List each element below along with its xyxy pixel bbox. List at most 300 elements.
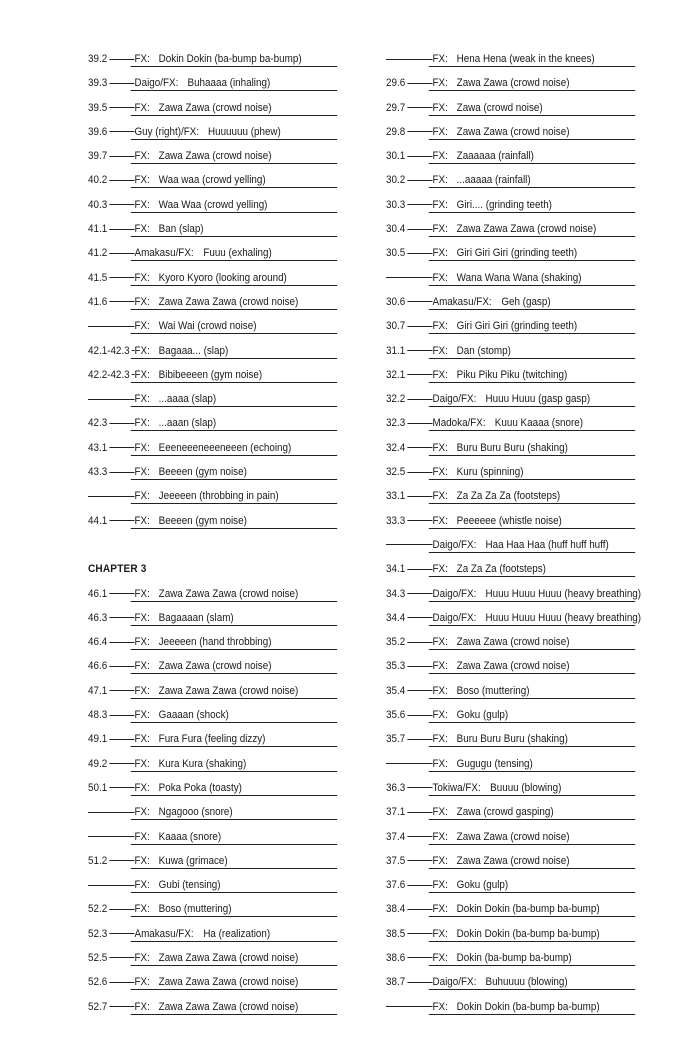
fx-entry bbox=[386, 704, 635, 728]
speaker-label: FX: bbox=[432, 77, 448, 90]
speaker-label: Madoka/FX: bbox=[432, 417, 486, 430]
entry-underline bbox=[131, 455, 337, 456]
speaker-label: FX: bbox=[134, 53, 150, 65]
entry-underline bbox=[429, 916, 635, 917]
entry-underline bbox=[429, 163, 635, 164]
entry-underline bbox=[131, 625, 337, 626]
sound-effect-text: Goku (gulp) bbox=[456, 879, 509, 892]
page-panel-ref: 39.3 bbox=[88, 77, 108, 90]
entry-underline bbox=[429, 989, 635, 990]
section-spacer bbox=[88, 534, 337, 558]
leader-dash bbox=[407, 666, 432, 667]
leader-dash bbox=[109, 204, 134, 205]
speaker-label: FX: bbox=[432, 733, 448, 746]
fx-entry bbox=[88, 145, 337, 169]
fx-entry bbox=[386, 97, 635, 121]
fx-entry bbox=[386, 655, 635, 679]
leader-dash bbox=[407, 739, 432, 740]
page-panel-ref: 32.4 bbox=[386, 441, 406, 454]
fx-entry bbox=[386, 412, 635, 436]
fx-entry bbox=[88, 583, 337, 607]
entry-underline bbox=[429, 187, 635, 188]
entry-underline bbox=[429, 358, 635, 359]
entry-underline bbox=[429, 503, 635, 504]
entry-underline bbox=[429, 139, 635, 140]
speaker-label: Amakasu/FX: bbox=[432, 295, 492, 308]
fx-entry bbox=[386, 510, 635, 534]
fx-entry bbox=[88, 898, 337, 922]
entry-underline bbox=[131, 382, 337, 383]
speaker-label: FX: bbox=[432, 101, 448, 114]
page-panel-ref: 38.7 bbox=[386, 976, 406, 989]
leader-dash bbox=[407, 350, 432, 351]
speaker-label: FX: bbox=[432, 757, 448, 770]
entry-underline bbox=[429, 528, 635, 529]
sound-effect-text: Giri.... (grinding teeth) bbox=[456, 198, 552, 211]
leader-dash bbox=[407, 326, 432, 327]
entry-underline bbox=[131, 333, 337, 334]
leader-dash bbox=[407, 83, 432, 84]
entry-underline bbox=[429, 455, 635, 456]
speaker-label: FX: bbox=[432, 660, 448, 673]
speaker-label: FX: bbox=[134, 684, 150, 697]
page-panel-ref: 47.1 bbox=[88, 684, 108, 697]
entry-underline bbox=[429, 1014, 635, 1015]
speaker-label: FX: bbox=[432, 53, 448, 65]
leader-dash bbox=[407, 423, 432, 424]
fx-entry bbox=[88, 72, 337, 96]
sound-effect-text: Dokin Dokin (ba-bump ba-bump) bbox=[456, 903, 600, 916]
fx-entry bbox=[88, 437, 337, 461]
entry-underline bbox=[131, 649, 337, 650]
fx-entry bbox=[88, 971, 337, 995]
leader-dash bbox=[407, 885, 432, 886]
entry-underline bbox=[429, 892, 635, 893]
fx-entry bbox=[88, 48, 337, 72]
page-panel-ref: 29.6 bbox=[386, 77, 406, 90]
page-panel-ref: 39.6 bbox=[88, 125, 108, 138]
fx-entry bbox=[386, 194, 635, 218]
page-panel-ref: 41.2 bbox=[88, 247, 108, 260]
leader-dash bbox=[109, 447, 134, 448]
page-panel-ref: 30.2 bbox=[386, 174, 406, 187]
leader-dash bbox=[407, 617, 432, 618]
page-panel-ref: 39.5 bbox=[88, 101, 108, 114]
page-panel-ref: 44.1 bbox=[88, 514, 108, 527]
fx-entry bbox=[88, 728, 337, 752]
fx-entry bbox=[88, 267, 337, 291]
entry-underline bbox=[131, 430, 337, 431]
leader-dash bbox=[407, 812, 432, 813]
page-panel-ref: 30.6 bbox=[386, 295, 406, 308]
page-panel-ref: 38.4 bbox=[386, 903, 406, 916]
sound-effect-text: Huuu Huuu Huuu (heavy breathing) bbox=[485, 587, 642, 600]
leader-dash bbox=[109, 642, 134, 643]
speaker-label: Daigo/FX: bbox=[432, 611, 477, 624]
sound-effect-text: Zawa Zawa (crowd noise) bbox=[456, 830, 570, 843]
fx-entry bbox=[386, 461, 635, 485]
page-panel-ref: 36.3 bbox=[386, 781, 406, 794]
page-panel-ref: 32.1 bbox=[386, 368, 406, 381]
fx-entry bbox=[88, 194, 337, 218]
fx-entry bbox=[88, 801, 337, 825]
leader-dash bbox=[88, 399, 135, 400]
leader-dash bbox=[407, 131, 432, 132]
sound-effect-text: Ngagooo (snore) bbox=[158, 806, 233, 819]
entry-underline bbox=[429, 309, 635, 310]
speaker-label: Daigo/FX: bbox=[432, 976, 477, 989]
sound-effect-text: Goku (gulp) bbox=[456, 709, 509, 722]
sound-effect-text: Dokin Dokin (ba-bump ba-bump) bbox=[158, 53, 302, 65]
sound-effect-text: Jeeeeen (hand throbbing) bbox=[158, 636, 272, 649]
sound-effect-text: Dan (stomp) bbox=[456, 344, 511, 357]
speaker-label: FX: bbox=[432, 927, 448, 940]
entry-underline bbox=[131, 260, 337, 261]
page-panel-ref: 32.5 bbox=[386, 466, 406, 479]
leader-dash bbox=[109, 690, 134, 691]
entry-underline bbox=[429, 625, 635, 626]
entry-underline bbox=[131, 819, 337, 820]
fx-entry bbox=[386, 291, 635, 315]
leader-dash bbox=[109, 180, 134, 181]
sound-effect-text: Wai Wai (crowd noise) bbox=[158, 320, 257, 333]
leader-dash bbox=[109, 253, 134, 254]
page-panel-ref: 32.3 bbox=[386, 417, 406, 430]
leader-dash bbox=[407, 569, 432, 570]
fx-entry bbox=[386, 218, 635, 242]
page-panel-ref: 35.7 bbox=[386, 733, 406, 746]
fx-entry bbox=[88, 291, 337, 315]
sound-effect-text: Zawa (crowd gasping) bbox=[456, 806, 554, 819]
fx-entry bbox=[386, 996, 635, 1020]
speaker-label: FX: bbox=[134, 368, 150, 381]
sound-effect-text: Za Za Za Za (footsteps) bbox=[456, 490, 561, 503]
page-panel-ref: 42.1-42.3 bbox=[88, 344, 130, 357]
sound-effect-text: Giri Giri Giri (grinding teeth) bbox=[456, 247, 578, 260]
sound-effect-text: ...aaaa (slap) bbox=[158, 393, 217, 406]
leader-dash bbox=[407, 447, 432, 448]
page-panel-ref: 43.1 bbox=[88, 441, 108, 454]
leader-dash bbox=[386, 763, 433, 764]
speaker-label: FX: bbox=[134, 198, 150, 211]
fx-entry bbox=[386, 534, 635, 558]
fx-entry bbox=[88, 996, 337, 1020]
entry-underline bbox=[131, 868, 337, 869]
page-panel-ref: 52.5 bbox=[88, 951, 108, 964]
sound-effect-text: Poka Poka (toasty) bbox=[158, 781, 242, 794]
sound-effect-text: Zawa Zawa (crowd noise) bbox=[456, 77, 570, 90]
fx-entry bbox=[88, 704, 337, 728]
sound-effect-text: Fura Fura (feeling dizzy) bbox=[158, 733, 266, 746]
page-panel-ref: 31.1 bbox=[386, 344, 406, 357]
fx-entry bbox=[386, 607, 642, 631]
fx-entry bbox=[386, 145, 635, 169]
entry-underline bbox=[429, 236, 635, 237]
sound-effect-text: Ban (slap) bbox=[158, 223, 204, 236]
speaker-label: FX: bbox=[432, 563, 448, 576]
fx-entry bbox=[88, 655, 337, 679]
sound-effect-text: Giri Giri Giri (grinding teeth) bbox=[456, 320, 578, 333]
leader-dash bbox=[407, 301, 432, 302]
leader-dash bbox=[109, 229, 134, 230]
entry-underline bbox=[131, 771, 337, 772]
fx-entry bbox=[88, 388, 337, 412]
speaker-label: FX: bbox=[432, 830, 448, 843]
page-panel-ref: 52.2 bbox=[88, 903, 108, 916]
speaker-label: FX: bbox=[134, 393, 150, 406]
chapter-heading-row bbox=[88, 558, 337, 582]
sound-effect-text: Piku Piku Piku (twitching) bbox=[456, 368, 568, 381]
leader-dash bbox=[407, 715, 432, 716]
entry-underline bbox=[131, 309, 337, 310]
page-panel-ref: 30.3 bbox=[386, 198, 406, 211]
fx-entry bbox=[386, 898, 635, 922]
sound-effect-text: Zaaaaaa (rainfall) bbox=[456, 150, 534, 163]
fx-entry bbox=[386, 364, 635, 388]
entry-underline bbox=[429, 90, 635, 91]
fx-entry bbox=[88, 874, 337, 898]
entry-underline bbox=[131, 844, 337, 845]
page-panel-ref: 37.5 bbox=[386, 854, 406, 867]
page-panel-ref: 32.2 bbox=[386, 393, 406, 406]
sound-effect-text: Zawa Zawa (crowd noise) bbox=[456, 854, 570, 867]
entry-underline bbox=[131, 66, 337, 67]
page-panel-ref: 30.7 bbox=[386, 320, 406, 333]
page-panel-ref: 34.3 bbox=[386, 587, 406, 600]
speaker-label: FX: bbox=[432, 854, 448, 867]
page-panel-ref: 35.4 bbox=[386, 684, 406, 697]
speaker-label: FX: bbox=[134, 1000, 150, 1013]
leader-dash bbox=[386, 277, 433, 278]
fx-entry bbox=[386, 315, 635, 339]
speaker-label: FX: bbox=[432, 1000, 448, 1013]
speaker-label: FX: bbox=[432, 344, 448, 357]
sound-effect-text: Boso (muttering) bbox=[158, 903, 232, 916]
leader-dash bbox=[407, 836, 432, 837]
page-panel-ref: 29.7 bbox=[386, 101, 406, 114]
speaker-label: Guy (right)/FX: bbox=[134, 125, 200, 138]
speaker-label: FX: bbox=[134, 320, 150, 333]
sound-effect-text: Zawa Zawa (crowd noise) bbox=[158, 150, 272, 163]
entry-underline bbox=[429, 649, 635, 650]
page-panel-ref: 46.1 bbox=[88, 587, 108, 600]
leader-dash bbox=[109, 763, 134, 764]
leader-dash bbox=[407, 933, 432, 934]
fx-entry bbox=[88, 315, 337, 339]
speaker-label: FX: bbox=[432, 684, 448, 697]
entry-underline bbox=[131, 1014, 337, 1015]
entry-underline bbox=[131, 212, 337, 213]
speaker-label: FX: bbox=[432, 174, 448, 187]
page-panel-ref: 41.6 bbox=[88, 295, 108, 308]
speaker-label: FX: bbox=[432, 150, 448, 163]
page-panel-ref: 40.2 bbox=[88, 174, 108, 187]
speaker-label: FX: bbox=[134, 636, 150, 649]
sound-effect-text: Boso (muttering) bbox=[456, 684, 530, 697]
leader-dash bbox=[109, 666, 134, 667]
speaker-label: Amakasu/FX: bbox=[134, 927, 194, 940]
entry-underline bbox=[429, 771, 635, 772]
leader-dash bbox=[407, 496, 432, 497]
speaker-label: FX: bbox=[134, 101, 150, 114]
fx-entry bbox=[386, 340, 635, 364]
leader-dash bbox=[407, 787, 432, 788]
fx-entry bbox=[88, 923, 337, 947]
page-panel-ref: 52.7 bbox=[88, 1000, 108, 1013]
speaker-label: FX: bbox=[134, 344, 150, 357]
speaker-label: FX: bbox=[134, 879, 150, 892]
leader-dash bbox=[109, 301, 134, 302]
speaker-label: FX: bbox=[432, 125, 448, 138]
speaker-label: FX: bbox=[134, 514, 150, 527]
fx-entry bbox=[88, 753, 337, 777]
sound-effect-text: Bagaaaan (slam) bbox=[158, 611, 234, 624]
sound-effect-text: Dokin Dokin (ba-bump ba-bump) bbox=[456, 927, 600, 940]
leader-dash bbox=[88, 496, 135, 497]
entry-underline bbox=[429, 285, 635, 286]
page-panel-ref: 46.3 bbox=[88, 611, 108, 624]
leader-dash bbox=[109, 277, 134, 278]
leader-dash bbox=[407, 253, 432, 254]
entry-underline bbox=[429, 552, 635, 553]
entry-underline bbox=[131, 503, 337, 504]
speaker-label: FX: bbox=[134, 976, 150, 989]
entry-underline bbox=[131, 187, 337, 188]
page-panel-ref: 35.3 bbox=[386, 660, 406, 673]
sound-effect-text: Haa Haa Haa (huff huff huff) bbox=[485, 538, 609, 551]
page-panel-ref: 51.2 bbox=[88, 854, 108, 867]
entry-underline bbox=[131, 236, 337, 237]
fx-entry bbox=[88, 826, 337, 850]
leader-dash bbox=[407, 642, 432, 643]
sound-effect-text: Buhuuuu (blowing) bbox=[485, 976, 568, 989]
entry-underline bbox=[429, 941, 635, 942]
page-panel-ref: 34.1 bbox=[386, 563, 406, 576]
page-panel-ref: 33.1 bbox=[386, 490, 406, 503]
leader-dash bbox=[407, 472, 432, 473]
sound-effect-text: Zawa Zawa (crowd noise) bbox=[158, 101, 272, 114]
speaker-label: Daigo/FX: bbox=[432, 538, 477, 551]
leader-dash bbox=[88, 812, 135, 813]
sound-effect-text: Gaaaan (shock) bbox=[158, 709, 229, 722]
fx-entry bbox=[386, 267, 635, 291]
leader-dash bbox=[88, 885, 135, 886]
fx-entry bbox=[386, 583, 642, 607]
entry-underline bbox=[131, 358, 337, 359]
leader-dash bbox=[407, 860, 432, 861]
entry-underline bbox=[131, 965, 337, 966]
sound-effect-text: Dokin (ba-bump ba-bump) bbox=[456, 951, 572, 964]
speaker-label: FX: bbox=[134, 417, 150, 430]
speaker-label: FX: bbox=[432, 320, 448, 333]
speaker-label: FX: bbox=[432, 636, 448, 649]
leader-dash bbox=[109, 1006, 134, 1007]
entry-underline bbox=[429, 746, 635, 747]
sound-effect-text: Jeeeeen (throbbing in pain) bbox=[158, 490, 279, 503]
entry-underline bbox=[131, 479, 337, 480]
speaker-label: FX: bbox=[432, 879, 448, 892]
fx-entry bbox=[386, 437, 635, 461]
page-panel-ref: 38.6 bbox=[386, 951, 406, 964]
leader-dash bbox=[109, 83, 134, 84]
page-panel-ref: 41.5 bbox=[88, 271, 108, 284]
leader-dash bbox=[109, 472, 134, 473]
sound-effect-text: Ha (realization) bbox=[203, 927, 271, 940]
entry-underline bbox=[429, 576, 635, 577]
sound-effect-text: Zawa Zawa Zawa (crowd noise) bbox=[158, 1000, 299, 1013]
fx-entry bbox=[386, 48, 635, 72]
leader-dash bbox=[407, 909, 432, 910]
speaker-label: FX: bbox=[432, 368, 448, 381]
page-panel-ref: 37.1 bbox=[386, 806, 406, 819]
sound-effect-text: Kura Kura (shaking) bbox=[158, 757, 247, 770]
fx-entry bbox=[88, 947, 337, 971]
speaker-label: FX: bbox=[134, 806, 150, 819]
entry-underline bbox=[429, 601, 635, 602]
page-panel-ref: 39.7 bbox=[88, 150, 108, 163]
sound-effect-text: Buru Buru Buru (shaking) bbox=[456, 733, 568, 746]
leader-dash bbox=[407, 690, 432, 691]
entry-underline bbox=[429, 965, 635, 966]
sound-effect-text: Bagaaa... (slap) bbox=[158, 344, 229, 357]
right-column bbox=[386, 48, 642, 1020]
sound-effect-text: Buhaaaa (inhaling) bbox=[187, 77, 271, 90]
fx-entry bbox=[386, 631, 635, 655]
sound-effect-text: Buru Buru Buru (shaking) bbox=[456, 441, 568, 454]
page-panel-ref: 42.2-42.3 bbox=[88, 368, 130, 381]
sound-effect-text: Eeeneeeneeeneeen (echoing) bbox=[158, 441, 292, 454]
speaker-label: FX: bbox=[432, 490, 448, 503]
page-panel-ref: 39.2 bbox=[88, 53, 108, 65]
sound-effect-text: Kaaaa (snore) bbox=[158, 830, 222, 843]
entry-underline bbox=[429, 333, 635, 334]
speaker-label: FX: bbox=[432, 198, 448, 211]
sound-effect-text: Gugugu (tensing) bbox=[456, 757, 533, 770]
entry-underline bbox=[429, 868, 635, 869]
leader-dash bbox=[109, 909, 134, 910]
page-panel-ref: 30.5 bbox=[386, 247, 406, 260]
speaker-label: FX: bbox=[134, 830, 150, 843]
fx-entry bbox=[88, 340, 337, 364]
speaker-label: FX: bbox=[134, 660, 150, 673]
speaker-label: FX: bbox=[432, 709, 448, 722]
leader-dash bbox=[109, 957, 134, 958]
sound-effect-text: Waa waa (crowd yelling) bbox=[158, 174, 266, 187]
leader-dash bbox=[407, 593, 432, 594]
fx-entry bbox=[386, 242, 635, 266]
sound-effect-text: Kuru (spinning) bbox=[456, 466, 524, 479]
page-panel-ref: 30.1 bbox=[386, 150, 406, 163]
fx-entry bbox=[386, 388, 635, 412]
leader-dash bbox=[407, 957, 432, 958]
page-panel-ref: 34.4 bbox=[386, 611, 406, 624]
fx-entry bbox=[386, 680, 635, 704]
sound-effect-text: Za Za Za (footsteps) bbox=[456, 563, 546, 576]
speaker-label: FX: bbox=[134, 587, 150, 600]
speaker-label: FX: bbox=[134, 490, 150, 503]
fx-entry bbox=[88, 777, 337, 801]
entry-underline bbox=[429, 115, 635, 116]
entry-underline bbox=[429, 66, 635, 67]
entry-underline bbox=[131, 163, 337, 164]
speaker-label: FX: bbox=[432, 466, 448, 479]
leader-dash bbox=[109, 933, 134, 934]
page-panel-ref: 46.6 bbox=[88, 660, 108, 673]
entry-underline bbox=[429, 212, 635, 213]
sound-effect-text: Gubi (tensing) bbox=[158, 879, 221, 892]
leader-dash bbox=[407, 520, 432, 521]
speaker-label: FX: bbox=[432, 903, 448, 916]
